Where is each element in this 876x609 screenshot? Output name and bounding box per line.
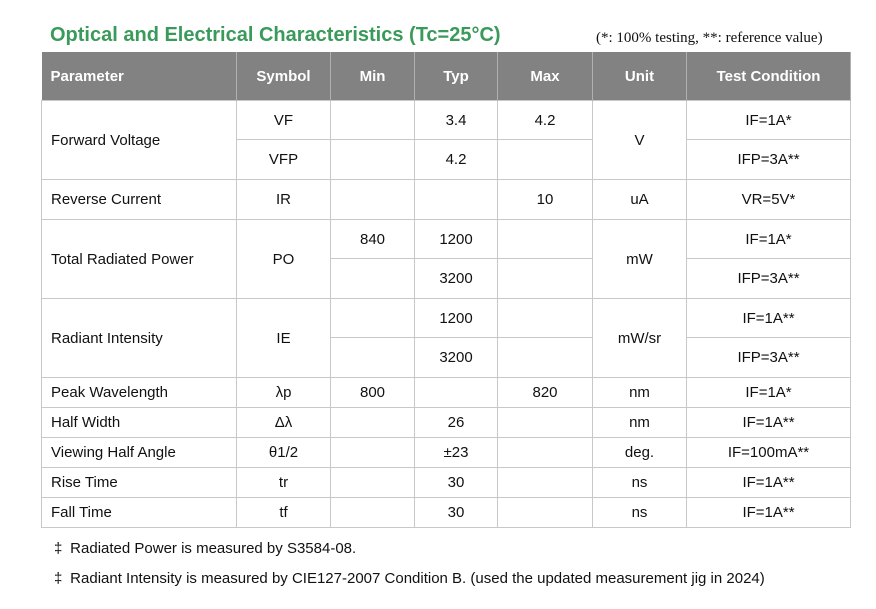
symbol-cell: λp <box>237 378 331 408</box>
table-row <box>42 180 851 220</box>
typ-cell: 1200 <box>415 299 498 338</box>
condition-cell: IF=1A* <box>687 220 851 259</box>
header-test-condition: Test Condition <box>687 52 851 101</box>
min-cell <box>331 408 415 438</box>
condition-cell: IF=1A** <box>687 498 851 528</box>
condition-cell: IF=1A* <box>687 101 851 140</box>
typ-cell: 3200 <box>415 259 498 299</box>
symbol-cell: IE <box>237 299 331 378</box>
header-min: Min <box>331 52 415 101</box>
symbol-cell: PO <box>237 220 331 299</box>
parameter-cell: Peak Wavelength <box>42 378 237 408</box>
table-row <box>42 220 851 259</box>
table-row <box>42 378 851 408</box>
table-row <box>42 498 851 528</box>
condition-cell: IF=1A** <box>687 468 851 498</box>
header-unit: Unit <box>593 52 687 101</box>
table-row <box>42 101 851 140</box>
parameter-cell: Reverse Current <box>42 180 237 220</box>
parameter-cell: Forward Voltage <box>42 101 237 180</box>
typ-cell: 4.2 <box>415 140 498 180</box>
parameter-cell: Fall Time <box>42 498 237 528</box>
condition-cell: IFP=3A** <box>687 338 851 378</box>
typ-cell: ±23 <box>415 438 498 468</box>
max-cell <box>498 299 593 338</box>
table-row <box>42 299 851 338</box>
unit-cell: ns <box>593 498 687 528</box>
max-cell <box>498 259 593 299</box>
max-cell <box>498 140 593 180</box>
unit-cell: mW/sr <box>593 299 687 378</box>
parameter-cell: Half Width <box>42 408 237 438</box>
condition-cell: IF=1A** <box>687 408 851 438</box>
typ-cell: 3200 <box>415 338 498 378</box>
double-dagger-mark: ‡ <box>54 540 63 557</box>
max-cell <box>498 338 593 378</box>
table-header <box>42 52 851 101</box>
min-cell <box>331 299 415 338</box>
page-title: Optical and Electrical Characteristics (Tc=25°C) <box>50 24 501 46</box>
condition-cell: IF=1A** <box>687 299 851 338</box>
condition-cell: IFP=3A** <box>687 259 851 299</box>
condition-cell: IFP=3A** <box>687 140 851 180</box>
symbol-cell: VFP <box>237 140 331 180</box>
min-cell <box>331 468 415 498</box>
parameter-cell: Viewing Half Angle <box>42 438 237 468</box>
header-symbol: Symbol <box>237 52 331 101</box>
condition-cell: IF=100mA** <box>687 438 851 468</box>
symbol-cell: tf <box>237 498 331 528</box>
symbol-cell: Δλ <box>237 408 331 438</box>
max-cell <box>498 468 593 498</box>
typ-cell: 1200 <box>415 220 498 259</box>
symbol-cell: tr <box>237 468 331 498</box>
max-cell: 820 <box>498 378 593 408</box>
unit-cell: nm <box>593 408 687 438</box>
min-cell <box>331 338 415 378</box>
double-dagger-mark: ‡ <box>54 570 63 587</box>
typ-cell <box>415 378 498 408</box>
unit-cell: deg. <box>593 438 687 468</box>
min-cell <box>331 259 415 299</box>
typ-cell: 26 <box>415 408 498 438</box>
min-cell: 840 <box>331 220 415 259</box>
parameter-cell: Radiant Intensity <box>42 299 237 378</box>
condition-cell: IF=1A* <box>687 378 851 408</box>
min-cell <box>331 180 415 220</box>
footnote-text: Radiant Intensity is measured by CIE127-2007 Condition B. (used the updated measurement jig in 2024) <box>70 570 765 587</box>
unit-cell: mW <box>593 220 687 299</box>
condition-cell: VR=5V* <box>687 180 851 220</box>
footnote <box>54 540 356 557</box>
symbol-cell: θ1/2 <box>237 438 331 468</box>
table-row <box>42 468 851 498</box>
table-row <box>42 438 851 468</box>
characteristics-table <box>41 52 851 528</box>
parameter-cell: Rise Time <box>42 468 237 498</box>
unit-cell: nm <box>593 378 687 408</box>
header-max: Max <box>498 52 593 101</box>
footnote <box>54 570 765 587</box>
min-cell: 800 <box>331 378 415 408</box>
unit-cell: V <box>593 101 687 180</box>
min-cell <box>331 101 415 140</box>
max-cell: 4.2 <box>498 101 593 140</box>
symbol-cell: VF <box>237 101 331 140</box>
header-typ: Typ <box>415 52 498 101</box>
symbol-cell: IR <box>237 180 331 220</box>
min-cell <box>331 498 415 528</box>
typ-cell <box>415 180 498 220</box>
parameter-cell: Total Radiated Power <box>42 220 237 299</box>
max-cell <box>498 498 593 528</box>
footnote-text: Radiated Power is measured by S3584-08. <box>70 540 357 557</box>
max-cell <box>498 220 593 259</box>
min-cell <box>331 140 415 180</box>
typ-cell: 3.4 <box>415 101 498 140</box>
unit-cell: ns <box>593 468 687 498</box>
table-row <box>42 408 851 438</box>
typ-cell: 30 <box>415 468 498 498</box>
unit-cell: uA <box>593 180 687 220</box>
max-cell <box>498 438 593 468</box>
max-cell: 10 <box>498 180 593 220</box>
header-parameter: Parameter <box>42 52 237 101</box>
testing-legend-note: (*: 100% testing, **: reference value) <box>596 30 823 46</box>
min-cell <box>331 438 415 468</box>
header-row <box>42 52 851 101</box>
typ-cell: 30 <box>415 498 498 528</box>
max-cell <box>498 408 593 438</box>
